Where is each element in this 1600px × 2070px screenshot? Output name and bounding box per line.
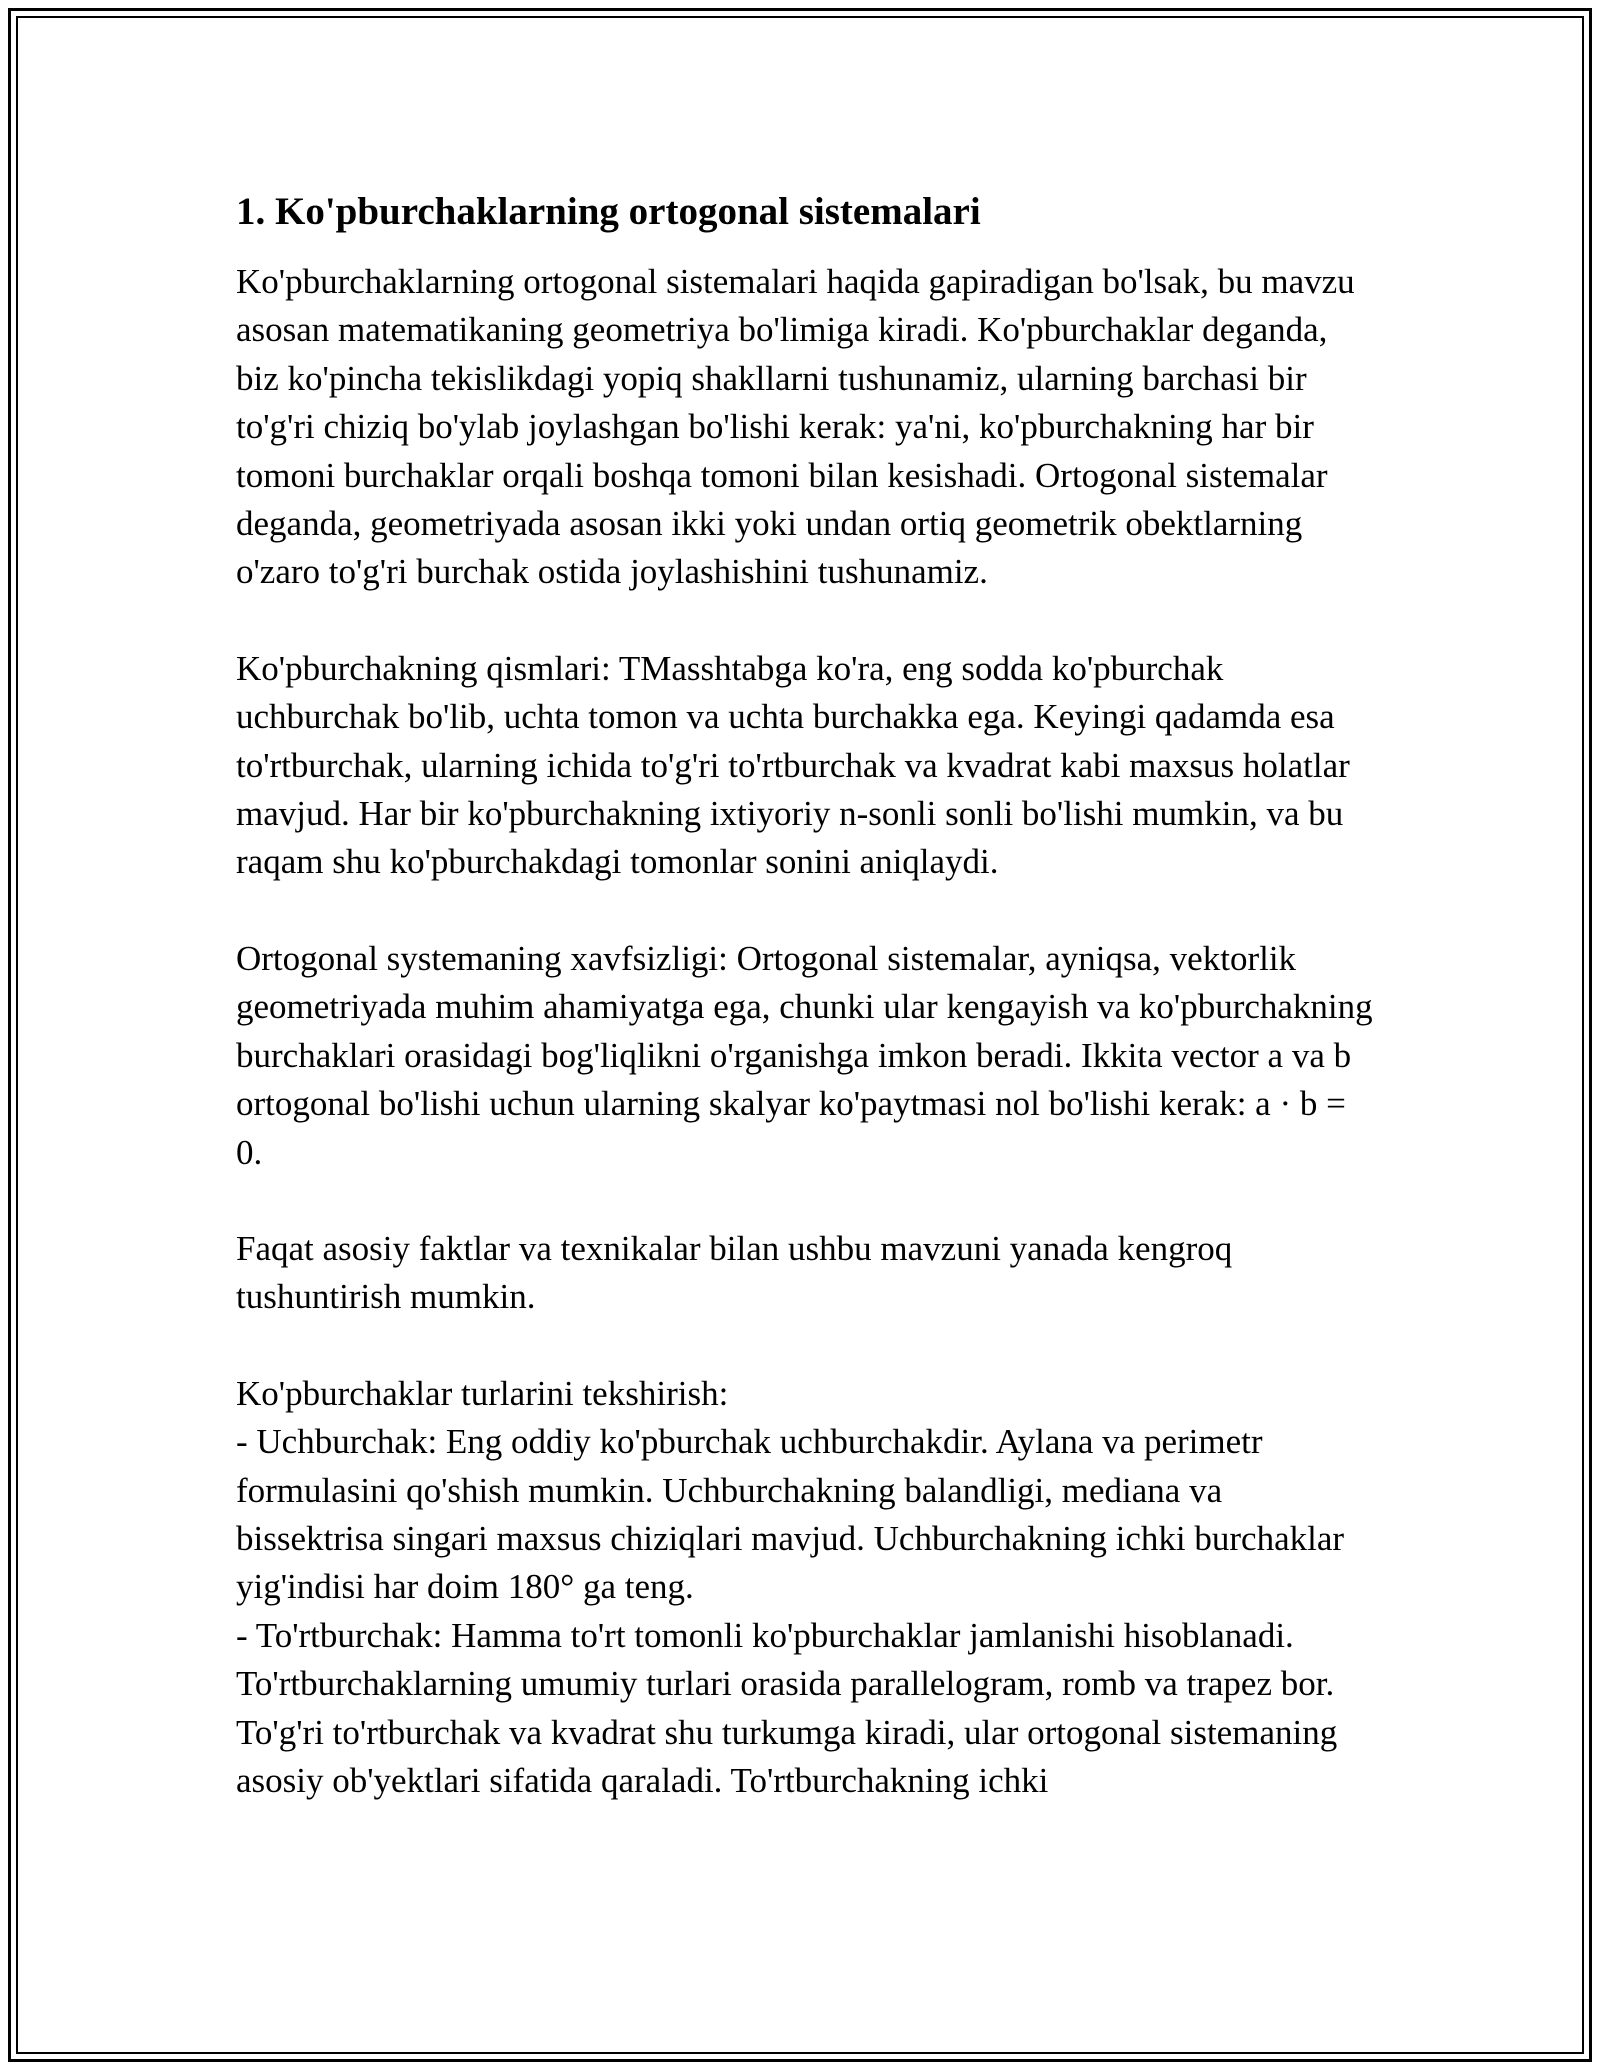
list-intro: Ko'pburchaklar turlarini tekshirish: [236,1373,729,1413]
list-item-quadrilateral: - To'rtburchak: Hamma to'rt tomonli ko'pburchaklar jamlanishi hisoblanadi. To'rtburchaklarning umumiy turlari orasida parallelogram, romb va trapez bor. To'g'ri to'rtburchak va kvadrat shu turkumga kiradi, ular ortogonal sistemaning asosiy ob'yektlari sifatida qaraladi. To'rtburchakning ichki [236,1615,1338,1800]
paragraph-orthogonal: Ortogonal systemaning xavfsizligi: Ortogonal sistemalar, ayniqsa, vektorlik geometriyada muhim ahamiyatga ega, chunki ular kengayish va ko'pburchakning burchaklari orasidagi bog'liqlikni o'rganishga imkon beradi. Ikkita vector a va b ortogonal bo'lishi uchun ularning skalyar ko'paytmasi nol bo'lishi kerak: a · b = 0. [236,938,1373,1172]
paragraph-intro: Ko'pburchaklarning ortogonal sistemalari haqida gapiradigan bo'lsak, bu mavzu asosan matematikaning geometriya bo'limiga kiradi. Ko'pburchaklar deganda, biz ko'pincha tekislikdagi yopiq shakllarni tushunamiz, ularning barchasi bir to'g'ri chiziq bo'ylab joylashgan bo'lishi kerak: ya'ni, ko'pburchakning har bir tomoni burchaklar orqali boshqa tomoni bilan kesishadi. Ortogonal sistemalar deganda, geometriyada asosan ikki yoki undan ortiq geometrik obektlarning o'zaro to'g'ri burchak ostida joylashishini tushunamiz. [236,262,1355,592]
list-item-triangle: - Uchburchak: Eng oddiy ko'pburchak uchburchakdir. Aylana va perimetr formulasini qo'shish mumkin. Uchburchakning balandligi, mediana va bissektrisa singari maxsus chiziqlari mavjud. Uchburchakning ichki burchaklar yig'indisi har doim 180° ga teng. [236,1422,1345,1607]
paragraph-summary: Faqat asosiy faktlar va texnikalar bilan ushbu mavzuni yanada kengroq tushuntirish mumkin. [236,1228,1233,1317]
paragraph-parts: Ko'pburchakning qismlari: TMasshtabga ko'ra, eng sodda ko'pburchak uchburchak bo'lib, uchta tomon va uchta burchakka ega. Keyingi qadamda esa to'rtburchak, ularning ichida to'g'ri to'rtburchak va kvadrat kabi maxsus holatlar mavjud. Har bir ko'pburchakning ixtiyoriy n-sonli sonli bo'lishi mumkin, va bu raqam shu ko'pburchakdagi tomonlar sonini aniqlaydi. [236,648,1350,882]
section-heading: 1. Ko'pburchaklarning ortogonal sistemalari [236,190,981,233]
document-body [236,186,1376,1805]
polygon-types-list [236,1370,1376,1806]
